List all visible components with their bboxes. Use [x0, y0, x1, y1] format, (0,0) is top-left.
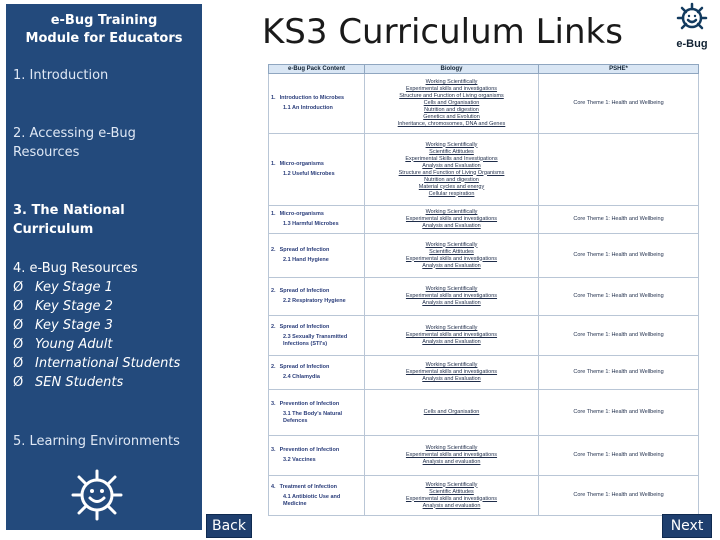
pshe-cell [539, 316, 699, 356]
pshe-theme: Core Theme 1: Health and Wellbeing [573, 100, 664, 106]
biology-link[interactable]: Structure and Function of Living organisms [399, 93, 504, 99]
biology-link[interactable]: Working Scientifically [425, 141, 478, 148]
nav-subitem-key-stage-1[interactable] [13, 278, 180, 297]
pack-item-number: 3. [271, 447, 276, 453]
pack-item-title [271, 247, 362, 254]
nav-subitem-label: Young Adult [35, 337, 113, 352]
pack-item-number: 2. [271, 323, 276, 330]
nav-subitem-key-stage-2[interactable] [13, 297, 180, 316]
pack-sub-title: 2.2 Respiratory Hygiene [283, 298, 346, 304]
pack-sub-title: 1.3 Harmful Microbes [283, 221, 339, 227]
biology-link[interactable]: Analysis and Evaluation [422, 339, 481, 345]
pack-sub-title: 2.1 Hand Hygiene [283, 257, 329, 263]
table-row [269, 206, 699, 234]
module-title [6, 12, 202, 48]
pack-content-cell [269, 206, 365, 234]
biology-link[interactable]: Experimental skills and investigations [405, 293, 498, 299]
pack-item-number: 1. [271, 95, 276, 101]
biology-link[interactable]: Experimental skills and investigations [405, 452, 498, 458]
back-button[interactable]: Back [206, 514, 252, 538]
biology-link[interactable]: Experimental Skills and Investigations [405, 155, 498, 162]
nav-section-learning-environments-label: 5. Learning Environments [13, 434, 180, 449]
pack-item-title [271, 161, 362, 168]
nav-subitem-label: SEN Students [35, 375, 124, 390]
pshe-cell [539, 436, 699, 476]
pshe-cell [539, 74, 699, 134]
table-row [269, 356, 699, 390]
pack-item-name: Treatment of Infection [279, 483, 338, 490]
pack-item-number: 2. [271, 247, 276, 253]
column-header: e-Bug Pack Content [269, 65, 365, 74]
biology-link[interactable]: Analysis and evaluation [422, 459, 481, 465]
biology-cell [365, 278, 539, 316]
biology-link[interactable]: Working Scientifically [425, 286, 478, 292]
pshe-theme: Core Theme 1: Health and Wellbeing [573, 293, 664, 299]
pack-sub-title: 2.4 Chlamydia [283, 374, 320, 380]
next-button[interactable]: Next [662, 514, 712, 538]
arrow-bullet-icon: Ø [13, 337, 24, 352]
biology-link[interactable]: Working Scientifically [425, 481, 478, 488]
biology-link[interactable]: Nutrition and digestion [424, 107, 479, 113]
biology-link[interactable]: Analysis and Evaluation [422, 223, 481, 229]
biology-link[interactable]: Experimental skills and investigations [405, 332, 498, 338]
pack-item-number: 4. [271, 483, 276, 490]
pack-item-name: Spread of Infection [279, 364, 330, 370]
nav-section-national-curriculum[interactable] [13, 201, 202, 239]
arrow-bullet-icon: Ø [13, 318, 24, 333]
pack-sub-title: 1.1 An Introduction [283, 105, 333, 111]
pshe-theme: Core Theme 1: Health and Wellbeing [573, 216, 664, 222]
biology-link[interactable]: Experimental skills and investigations [405, 369, 498, 375]
pack-content-cell [269, 74, 365, 134]
biology-link[interactable]: Inheritance, chromosomes, DNA and Genes [397, 121, 506, 127]
pack-item-number: 3. [271, 400, 276, 407]
biology-link[interactable]: Nutrition and digestion [424, 176, 479, 183]
pshe-theme: Core Theme 1: Health and Wellbeing [573, 452, 664, 458]
pack-sub-title: 3.2 Vaccines [283, 457, 316, 463]
nav-section-introduction-label: 1. Introduction [13, 68, 109, 83]
biology-link[interactable]: Experimental skills and investigations [405, 495, 498, 502]
pshe-theme: Core Theme 1: Health and Wellbeing [573, 409, 664, 415]
pack-item-number: 1. [271, 211, 276, 217]
pack-item-title [271, 364, 362, 371]
pack-item-name: Introduction to Microbes [279, 95, 345, 101]
nav-section-learning-environments[interactable] [13, 432, 180, 451]
curriculum-table [268, 64, 699, 516]
biology-link[interactable]: Working Scientifically [425, 209, 478, 215]
biology-cell [365, 476, 539, 516]
pshe-theme: Core Theme 1: Health and Wellbeing [573, 369, 664, 375]
biology-cell [365, 134, 539, 206]
nav-section-ebug-resources[interactable] [13, 259, 180, 392]
table-row [269, 74, 699, 134]
column-header: Biology [365, 65, 539, 74]
table-row [269, 134, 699, 206]
pack-item-number: 2. [271, 364, 276, 370]
biology-link[interactable]: Scientific Attitudes [429, 148, 474, 155]
biology-link[interactable]: Working Scientifically [425, 445, 478, 451]
pack-item-name: Micro-organisms [279, 211, 324, 217]
nav-subitem-label: Key Stage 3 [35, 318, 113, 333]
nav-subitem-young-adult[interactable] [13, 335, 180, 354]
nav-subitem-international-students[interactable] [13, 354, 180, 373]
pack-content-cell [269, 234, 365, 278]
pack-item-name: Spread of Infection [279, 323, 330, 330]
nav-section-accessing-resources[interactable] [13, 124, 136, 162]
pack-item-name: Micro-organisms [279, 161, 324, 167]
pack-content-cell [269, 134, 365, 206]
biology-link[interactable]: Cells and Organisation [423, 100, 480, 106]
biology-link[interactable]: Working Scientifically [425, 241, 478, 248]
pshe-cell [539, 206, 699, 234]
nav-section-introduction[interactable] [13, 66, 108, 85]
pack-content-cell [269, 390, 365, 436]
pshe-theme: Core Theme 1: Health and Wellbeing [573, 332, 664, 338]
pack-content-cell [269, 316, 365, 356]
biology-link[interactable]: Working Scientifically [425, 362, 478, 368]
table-row [269, 234, 699, 278]
nav-section-ebug-resources-label: 4. e-Bug Resources [13, 261, 138, 276]
pack-item-title [271, 401, 362, 408]
pshe-cell [539, 476, 699, 516]
biology-link[interactable]: Experimental skills and investigations [405, 86, 498, 92]
biology-link[interactable]: Structure and Function of Living Organisms [398, 169, 505, 176]
pshe-cell [539, 390, 699, 436]
biology-cell [365, 234, 539, 278]
sidebar [6, 4, 202, 530]
biology-link[interactable]: Analysis and Evaluation [422, 376, 481, 382]
pack-item-name: Spread of Infection [279, 288, 330, 294]
biology-link[interactable]: Cells and Organisation [423, 409, 480, 415]
biology-link[interactable]: Analysis and Evaluation [422, 300, 481, 306]
biology-link[interactable]: Scientific Attitudes [429, 248, 474, 255]
pshe-cell [539, 234, 699, 278]
pack-item-name: Spread of Infection [279, 247, 330, 253]
ebug-logo-icon [664, 2, 720, 40]
biology-link[interactable]: Working Scientifically [425, 79, 478, 85]
table-row [269, 390, 699, 436]
pack-item-title [271, 288, 362, 295]
biology-link[interactable]: Analysis and Evaluation [422, 262, 481, 269]
pack-content-cell [269, 436, 365, 476]
pack-content-cell [269, 278, 365, 316]
pack-item-name: Prevention of Infection [279, 447, 340, 453]
biology-link[interactable]: Material cycles and energy [418, 183, 485, 190]
pack-sub-title: 2.3 Sexually Transmitted Infections (STI's) [283, 333, 348, 347]
curriculum-table-container [268, 64, 698, 512]
biology-cell [365, 390, 539, 436]
table-header-row [269, 65, 699, 74]
table-row [269, 476, 699, 516]
pshe-cell [539, 356, 699, 390]
table-row [269, 316, 699, 356]
biology-link[interactable]: Genetics and Evolution [423, 114, 480, 120]
nav-subitem-sen-students[interactable] [13, 373, 180, 392]
biology-link[interactable]: Cellular respiration [428, 190, 475, 197]
pack-item-title [271, 211, 362, 218]
pack-sub-title: 4.1 Antibiotic Use and Medicine [283, 493, 341, 507]
nav-subitem-key-stage-3[interactable] [13, 316, 180, 335]
pack-item-name: Prevention of Infection [279, 400, 340, 407]
ebug-logo-text: e-Bug [676, 38, 708, 50]
biology-link[interactable]: Analysis and Evaluation [422, 162, 481, 169]
pack-content-cell [269, 356, 365, 390]
nav-section-national-curriculum-label: 3. The National Curriculum [13, 203, 125, 237]
module-title-line2: Module for Educators [25, 31, 183, 46]
nav-subitem-label: International Students [35, 356, 181, 371]
pack-item-title [271, 447, 362, 454]
biology-link[interactable]: Working Scientifically [425, 325, 478, 331]
biology-cell [365, 316, 539, 356]
module-title-line1: e-Bug Training [50, 13, 158, 28]
pack-sub-title: 1.2 Useful Microbes [283, 171, 335, 177]
biology-link[interactable]: Scientific Attitudes [429, 488, 474, 495]
biology-link[interactable]: Experimental skills and investigations [405, 216, 498, 222]
arrow-bullet-icon: Ø [13, 375, 24, 390]
pack-item-number: 1. [271, 161, 276, 167]
pack-item-title [271, 484, 362, 491]
pshe-theme: Core Theme 1: Health and Wellbeing [573, 492, 664, 498]
arrow-bullet-icon: Ø [13, 299, 24, 314]
pshe-cell [539, 278, 699, 316]
nav-subitem-label: Key Stage 2 [35, 299, 113, 314]
table-row [269, 436, 699, 476]
ebug-mascot-icon [68, 466, 126, 529]
pack-item-title [271, 95, 362, 102]
biology-link[interactable]: Analysis and evaluation [422, 502, 481, 509]
biology-link[interactable]: Experimental skills and investigations [405, 255, 498, 262]
page-title: KS3 Curriculum Links [262, 12, 623, 52]
column-header: PSHE* [539, 65, 699, 74]
biology-cell [365, 356, 539, 390]
biology-cell [365, 206, 539, 234]
table-row [269, 278, 699, 316]
arrow-bullet-icon: Ø [13, 280, 24, 295]
pack-item-title [271, 324, 362, 331]
arrow-bullet-icon: Ø [13, 356, 24, 371]
pack-item-number: 2. [271, 288, 276, 294]
biology-cell [365, 436, 539, 476]
pack-sub-title: 3.1 The Body's Natural Defences [283, 410, 343, 424]
pshe-cell [539, 134, 699, 206]
nav-section-accessing-line2: Resources [13, 145, 80, 160]
pack-content-cell [269, 476, 365, 516]
nav-section-accessing-line1: 2. Accessing e-Bug [13, 126, 136, 141]
pshe-theme: Core Theme 1: Health and Wellbeing [573, 252, 664, 258]
biology-cell [365, 74, 539, 134]
nav-subitem-label: Key Stage 1 [35, 280, 113, 295]
